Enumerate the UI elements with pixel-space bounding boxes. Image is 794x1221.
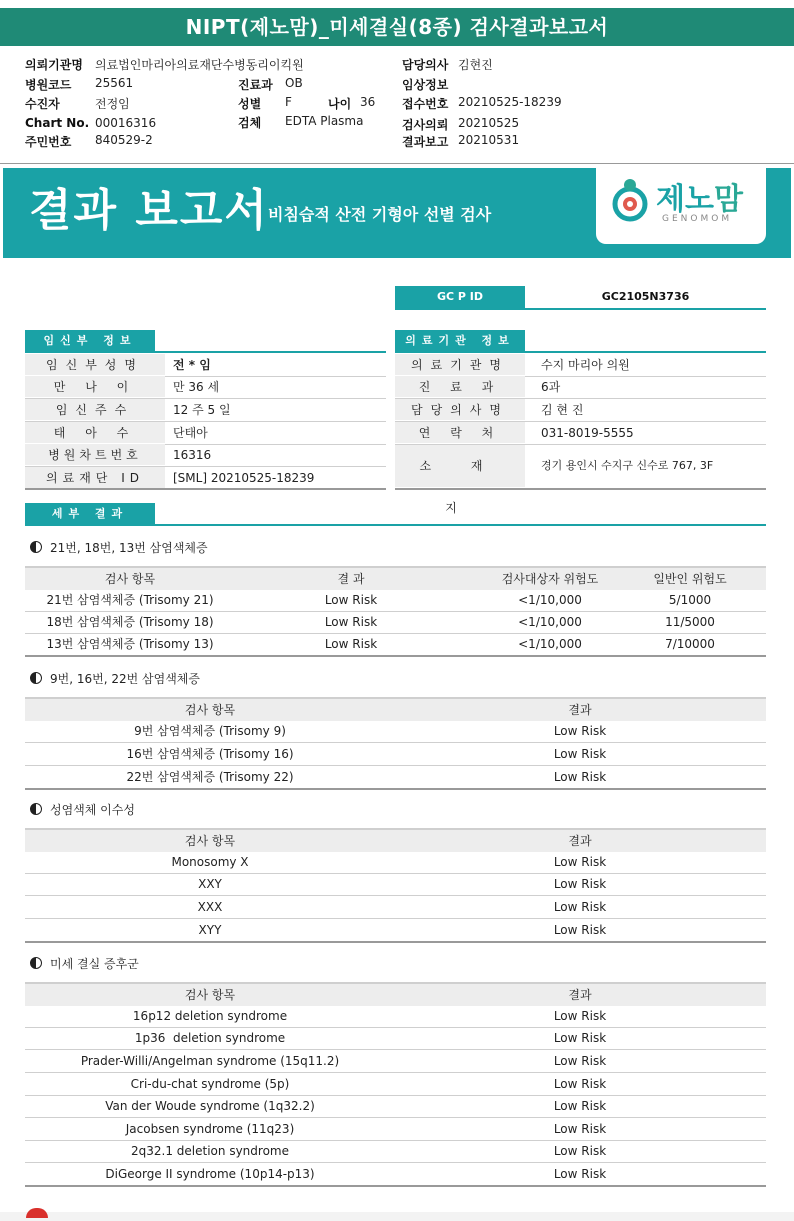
- report-label: 결과보고: [402, 135, 449, 149]
- foundation-id-key: 의료재단 ID: [25, 467, 165, 488]
- population-risk: 7/10000: [665, 637, 715, 651]
- result: Low Risk: [553, 1054, 607, 1068]
- group1-heading: [30, 539, 208, 556]
- foundation-id-value: [SML] 20210525-18239: [173, 471, 315, 485]
- population-risk: 5/1000: [668, 593, 712, 607]
- col-header: 검사 항목: [184, 988, 236, 1002]
- col-header: 검사대상자 위험도: [501, 572, 599, 586]
- inst-dept-value: 6과: [541, 380, 561, 394]
- table-row: [25, 851, 766, 874]
- doctor-label: 담당의사: [402, 58, 449, 72]
- rrn-label: 주민번호: [25, 135, 72, 149]
- age-value: 36: [360, 95, 376, 109]
- red-mark-icon: [26, 1208, 48, 1218]
- genomom-mother-icon: [610, 178, 650, 222]
- table-row: [25, 766, 766, 788]
- table-row: [25, 1050, 766, 1073]
- table-row: [25, 919, 766, 941]
- patient-age-row: [25, 376, 386, 398]
- inst-doctor-value: 김 현 진: [541, 403, 584, 417]
- chart-number-row: [25, 444, 386, 466]
- test-item: XXY: [198, 877, 222, 891]
- test-item: Jacobsen syndrome (11q23): [125, 1122, 295, 1136]
- inst-name-key: 의료기관명: [395, 354, 525, 375]
- doctor-value: 김현진: [458, 58, 493, 72]
- institution-section-end: [395, 488, 766, 490]
- patient-value: 전정임: [95, 97, 130, 111]
- inst-dept-row: [395, 376, 766, 398]
- result: Low Risk: [553, 747, 607, 761]
- table-header: [25, 982, 766, 1006]
- group4-heading-text: 미세 결실 증후군: [50, 957, 139, 971]
- result: Low Risk: [553, 923, 607, 937]
- inst-contact-value: 031-8019-5555: [541, 426, 634, 440]
- table-row: [25, 1163, 766, 1185]
- test-item: 2q32.1 deletion syndrome: [131, 1144, 289, 1158]
- institution-section-line: [395, 351, 766, 353]
- patient-name-row: [25, 354, 386, 376]
- test-item: DiGeorge II syndrome (10p14-p13): [105, 1167, 315, 1181]
- table-header: [25, 828, 766, 852]
- receipt-value: 20210525-18239: [458, 95, 562, 109]
- sex-label: 성별: [238, 97, 262, 111]
- table-row: [25, 1118, 766, 1141]
- col-header: 일반인 위험도: [653, 572, 727, 586]
- result: Low Risk: [553, 877, 607, 891]
- test-item: 21번 삼염색체증 (Trisomy 21): [46, 593, 214, 607]
- institution-label: 의뢰기관명: [25, 58, 83, 72]
- group2-heading-text: 9번, 16번, 22번 삼염색체증: [50, 672, 200, 686]
- inst-contact-key: 연 락 처: [395, 422, 525, 443]
- chart-value: 00016316: [95, 116, 157, 130]
- dept-label: 진료과: [238, 78, 273, 92]
- table-row: [25, 743, 766, 766]
- table-row: [25, 1027, 766, 1050]
- inst-address-row: [395, 445, 766, 515]
- sex-value: F: [285, 95, 292, 109]
- inst-contact-row: [395, 422, 766, 444]
- patient-age-key: 만 나 이: [25, 376, 165, 397]
- institution-value: 의료법인마리아의료재단수병동리이킥원: [95, 58, 304, 72]
- fetus-count-key: 태 아 수: [25, 422, 165, 443]
- test-item: 18번 삼염색체증 (Trisomy 18): [46, 615, 214, 629]
- col-header: 검사 항목: [184, 703, 236, 717]
- logo-eng: GENOMOM: [662, 214, 733, 224]
- test-item: Cri-du-chat syndrome (5p): [130, 1077, 290, 1091]
- col-header: 결 과: [337, 572, 365, 586]
- result: Low Risk: [324, 593, 378, 607]
- report-value: 20210531: [458, 133, 520, 147]
- group3-heading: [30, 801, 135, 818]
- inst-doctor-key: 담당의사명: [395, 399, 525, 420]
- gestation-row: [25, 399, 386, 421]
- chart-number-key: 병원차트번호: [25, 444, 165, 465]
- patient-age-value: 만 36 세: [173, 380, 220, 394]
- rrn-value: 840529-2: [95, 133, 153, 147]
- hospital-code-label: 병원코드: [25, 78, 72, 92]
- hospital-code-value: 25561: [95, 76, 134, 90]
- request-value: 20210525: [458, 116, 520, 130]
- table-row: [25, 633, 766, 655]
- result: Low Risk: [553, 1144, 607, 1158]
- test-item: Van der Woude syndrome (1q32.2): [105, 1099, 315, 1113]
- table-header: [25, 697, 766, 721]
- order-header: [0, 52, 794, 160]
- inst-doctor-row: [395, 399, 766, 421]
- chart-number-value: 16316: [173, 448, 212, 462]
- result: Low Risk: [553, 1167, 607, 1181]
- inst-name-value: 수지 마리아 의원: [541, 358, 630, 372]
- table-end: [25, 788, 766, 790]
- test-item: 16번 삼염색체증 (Trisomy 16): [126, 747, 294, 761]
- patient-section-line: [25, 351, 386, 353]
- table-row: [25, 1140, 766, 1163]
- result: Low Risk: [324, 637, 378, 651]
- fetus-count-value: 단태아: [173, 426, 208, 440]
- age-label: 나이: [328, 97, 352, 111]
- result: Low Risk: [553, 1077, 607, 1091]
- group4-heading: [30, 955, 139, 972]
- request-label: 검사의뢰: [402, 118, 449, 132]
- patient-section-title: 임신부 정보: [25, 330, 155, 352]
- table-row: [25, 1095, 766, 1118]
- test-item: XXX: [197, 900, 223, 914]
- test-item: 13번 삼염색체증 (Trisomy 13): [46, 637, 214, 651]
- result: Low Risk: [553, 1031, 607, 1045]
- gcp-id-box: [395, 286, 766, 310]
- table-end: [25, 941, 766, 943]
- col-header: 결과: [568, 703, 592, 717]
- subject-risk: <1/10,000: [518, 593, 582, 607]
- foundation-id-row: [25, 467, 386, 489]
- half-circle-icon: [30, 672, 42, 684]
- test-item: 9번 삼염색체증 (Trisomy 9): [134, 724, 286, 738]
- result: Low Risk: [553, 1099, 607, 1113]
- table-row: [25, 1005, 766, 1028]
- test-item: 16p12 deletion syndrome: [132, 1009, 288, 1023]
- group2-heading: [30, 670, 200, 687]
- table-row: [25, 611, 766, 634]
- patient-name-key: 임신부성명: [25, 354, 165, 375]
- genomom-logo: [596, 168, 766, 244]
- page-bottom-strip: [0, 1212, 794, 1221]
- logo-name-a: 제노: [656, 182, 714, 217]
- test-item: Monosomy X: [171, 855, 249, 869]
- half-circle-icon: [30, 803, 42, 815]
- table-row: [25, 720, 766, 743]
- specimen-value: EDTA Plasma: [285, 114, 364, 128]
- test-item: 1p36 deletion syndrome: [134, 1031, 286, 1045]
- half-circle-icon: [30, 957, 42, 969]
- result: Low Risk: [553, 855, 607, 869]
- subject-risk: <1/10,000: [518, 615, 582, 629]
- col-header: 결과: [568, 988, 592, 1002]
- receipt-label: 접수번호: [402, 97, 449, 111]
- inst-dept-key: 진 료 과: [395, 376, 525, 397]
- group1-heading-text: 21번, 18번, 13번 삼염색체증: [50, 541, 208, 555]
- fetus-count-row: [25, 422, 386, 444]
- result: Low Risk: [553, 1009, 607, 1023]
- population-risk: 11/5000: [665, 615, 715, 629]
- table-row: [25, 873, 766, 896]
- test-item: XYY: [198, 923, 222, 937]
- patient-name-value: 전 * 임: [173, 358, 211, 372]
- inst-address-value: 경기 용인시 수지구 신수로 767, 3F: [541, 459, 714, 472]
- result: Low Risk: [553, 770, 607, 784]
- table-row: [25, 896, 766, 919]
- table-row: [25, 589, 766, 612]
- table-header: [25, 566, 766, 590]
- gcp-id-value: GC2105N3736: [601, 290, 690, 303]
- patient-section-end: [25, 488, 386, 490]
- gestation-key: 임신주수: [25, 399, 165, 420]
- table-end: [25, 1185, 766, 1187]
- header-divider: [0, 163, 794, 164]
- banner-title: 결과 보고서: [29, 185, 269, 236]
- inst-name-row: [395, 354, 766, 376]
- chart-label: Chart No.: [25, 116, 90, 130]
- subject-risk: <1/10,000: [518, 637, 582, 651]
- clinical-label: 임상정보: [402, 78, 449, 92]
- result: Low Risk: [553, 724, 607, 738]
- logo-name: [656, 174, 743, 218]
- table-row: [25, 1073, 766, 1096]
- logo-name-b: 맘: [713, 182, 743, 217]
- specimen-label: 검체: [238, 116, 262, 130]
- report-title: NIPT(제노맘)_미세결실(8종) 검사결과보고서: [0, 8, 794, 46]
- gcp-id-label: GC P ID: [395, 286, 525, 308]
- table-end: [25, 655, 766, 657]
- col-header: 검사 항목: [184, 834, 236, 848]
- gestation-value: 12 주 5 일: [173, 403, 231, 417]
- half-circle-icon: [30, 541, 42, 553]
- result: Low Risk: [324, 615, 378, 629]
- institution-section-title: 의료기관 정보: [395, 330, 525, 352]
- test-item: 22번 삼염색체증 (Trisomy 22): [126, 770, 294, 784]
- patient-label: 수진자: [25, 97, 60, 111]
- dept-value: OB: [285, 76, 303, 90]
- test-item: Prader-Willi/Angelman syndrome (15q11.2): [80, 1054, 340, 1068]
- group3-heading-text: 성염색체 이수성: [50, 803, 135, 817]
- banner-subtitle: 비침습적 산전 기형아 선별 검사: [268, 205, 492, 224]
- col-header: 결과: [568, 834, 592, 848]
- col-header: 검사 항목: [104, 572, 156, 586]
- detail-section-title: 세부 결과: [25, 503, 155, 525]
- result: Low Risk: [553, 1122, 607, 1136]
- inst-address-key: 소 재 지: [395, 445, 525, 487]
- result: Low Risk: [553, 900, 607, 914]
- detail-section-line: [25, 524, 766, 526]
